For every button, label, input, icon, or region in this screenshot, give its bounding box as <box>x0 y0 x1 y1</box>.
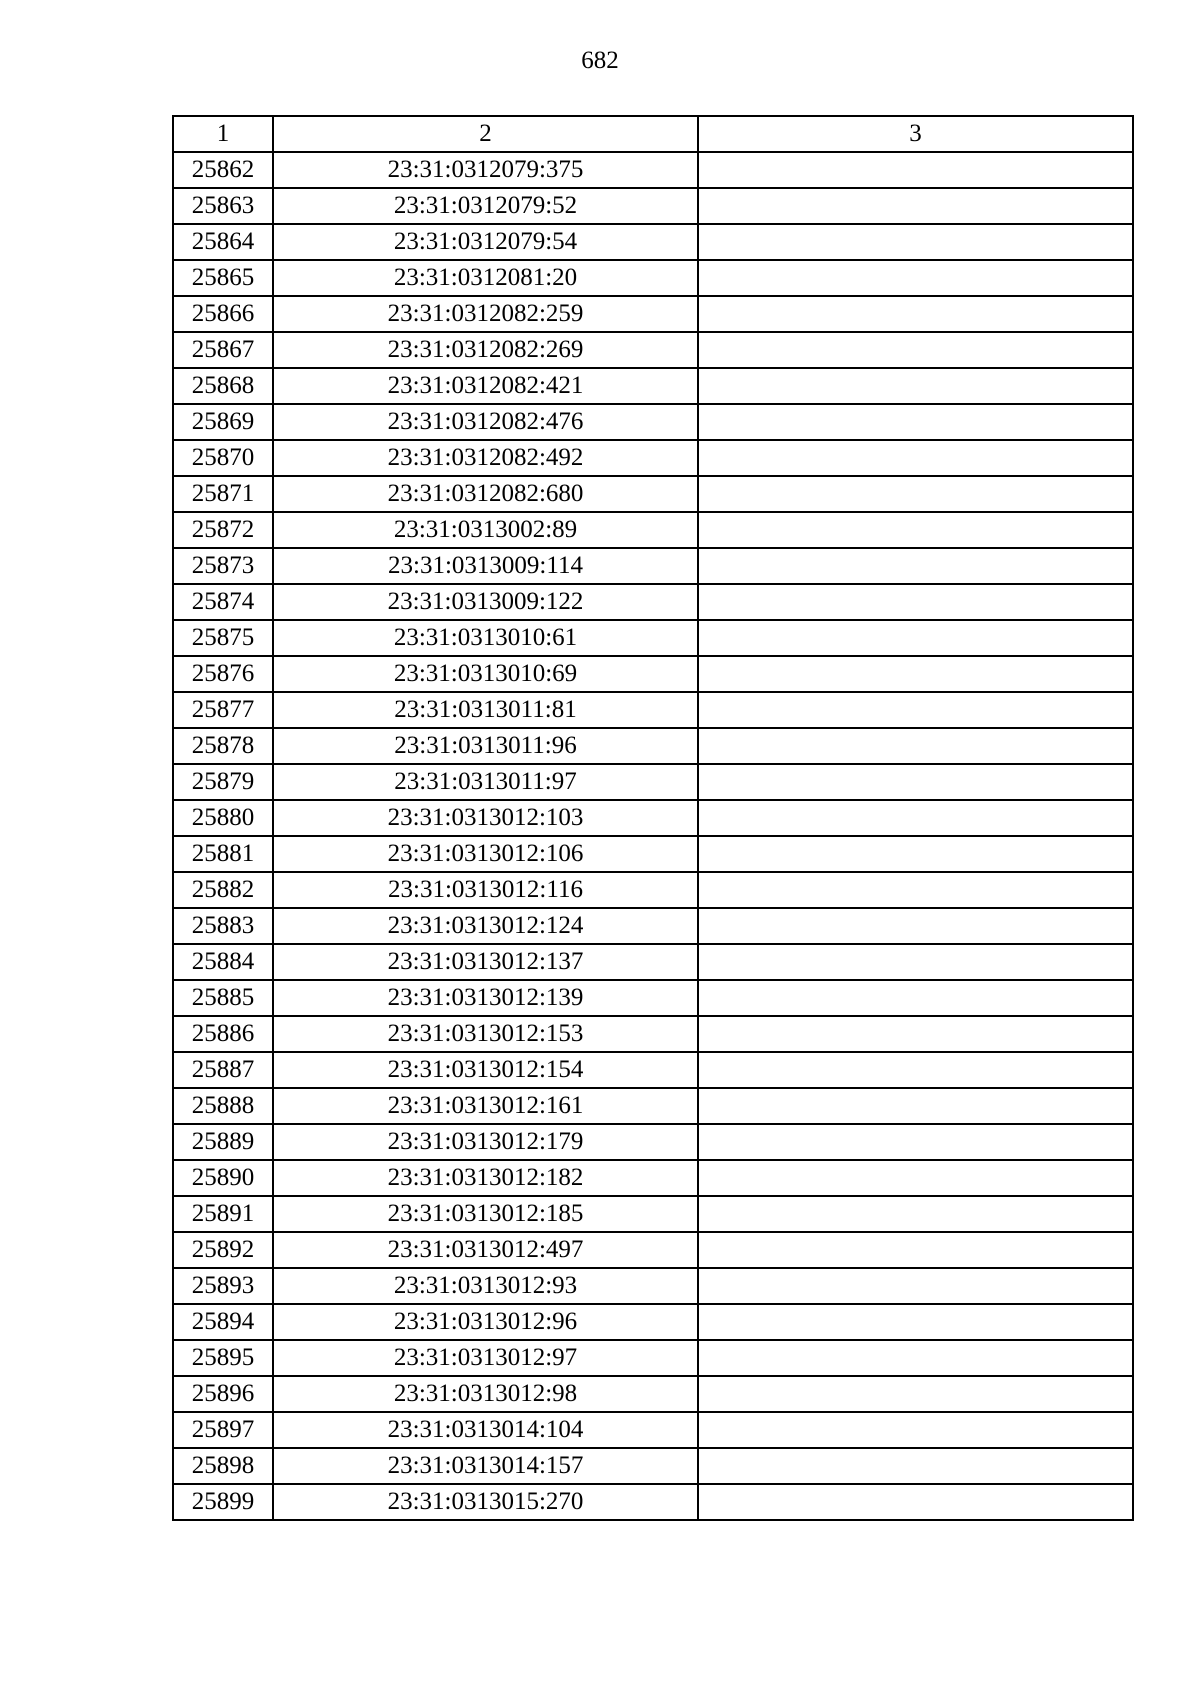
notes-cell <box>698 1124 1133 1160</box>
notes-cell <box>698 1484 1133 1520</box>
table-row <box>173 1088 1133 1124</box>
cadastral-number-cell: 23:31:0313012:103 <box>273 800 698 836</box>
cadastral-number-cell: 23:31:0313012:98 <box>273 1376 698 1412</box>
table-row <box>173 980 1133 1016</box>
row-number-cell: 25882 <box>173 872 273 908</box>
row-number-cell: 25883 <box>173 908 273 944</box>
cadastral-number-cell: 23:31:0313012:497 <box>273 1232 698 1268</box>
table-row <box>173 836 1133 872</box>
row-number-cell: 25874 <box>173 584 273 620</box>
cadastral-number-cell: 23:31:0313010:69 <box>273 656 698 692</box>
cadastral-number-cell: 23:31:0313012:179 <box>273 1124 698 1160</box>
table-row <box>173 512 1133 548</box>
row-number-cell: 25889 <box>173 1124 273 1160</box>
cadastral-number-cell: 23:31:0313012:93 <box>273 1268 698 1304</box>
notes-cell <box>698 764 1133 800</box>
notes-cell <box>698 260 1133 296</box>
row-number-cell: 25863 <box>173 188 273 224</box>
table-row <box>173 872 1133 908</box>
table-row <box>173 1160 1133 1196</box>
cadastral-number-cell: 23:31:0313011:81 <box>273 692 698 728</box>
notes-cell <box>698 1160 1133 1196</box>
notes-cell <box>698 656 1133 692</box>
table-row <box>173 764 1133 800</box>
row-number-cell: 25884 <box>173 944 273 980</box>
notes-cell <box>698 548 1133 584</box>
table-row <box>173 296 1133 332</box>
row-number-cell: 25888 <box>173 1088 273 1124</box>
notes-cell <box>698 1448 1133 1484</box>
table-row <box>173 1268 1133 1304</box>
notes-cell <box>698 152 1133 188</box>
row-number-cell: 25892 <box>173 1232 273 1268</box>
notes-cell <box>698 584 1133 620</box>
notes-cell <box>698 836 1133 872</box>
table-row <box>173 584 1133 620</box>
notes-cell <box>698 368 1133 404</box>
row-number-cell: 25886 <box>173 1016 273 1052</box>
cadastral-number-cell: 23:31:0313012:154 <box>273 1052 698 1088</box>
cadastral-table <box>172 115 1134 1521</box>
row-number-cell: 25875 <box>173 620 273 656</box>
table-row <box>173 476 1133 512</box>
row-number-cell: 25865 <box>173 260 273 296</box>
notes-cell <box>698 1304 1133 1340</box>
table-row <box>173 944 1133 980</box>
row-number-cell: 25887 <box>173 1052 273 1088</box>
notes-cell <box>698 188 1133 224</box>
table-row <box>173 692 1133 728</box>
table-row <box>173 548 1133 584</box>
cadastral-number-cell: 23:31:0312082:269 <box>273 332 698 368</box>
cadastral-number-cell: 23:31:0312082:492 <box>273 440 698 476</box>
table-row <box>173 1196 1133 1232</box>
notes-cell <box>698 1232 1133 1268</box>
table-row <box>173 1448 1133 1484</box>
cadastral-number-cell: 23:31:0313012:161 <box>273 1088 698 1124</box>
cadastral-number-cell: 23:31:0312082:421 <box>273 368 698 404</box>
notes-cell <box>698 728 1133 764</box>
notes-cell <box>698 980 1133 1016</box>
table-row <box>173 1376 1133 1412</box>
cadastral-number-cell: 23:31:0313014:157 <box>273 1448 698 1484</box>
table-row <box>173 1484 1133 1520</box>
cadastral-number-cell: 23:31:0312079:52 <box>273 188 698 224</box>
cadastral-number-cell: 23:31:0312079:54 <box>273 224 698 260</box>
table-row <box>173 620 1133 656</box>
table-row <box>173 188 1133 224</box>
row-number-cell: 25894 <box>173 1304 273 1340</box>
cadastral-number-cell: 23:31:0313002:89 <box>273 512 698 548</box>
table-row <box>173 1016 1133 1052</box>
notes-cell <box>698 332 1133 368</box>
table-header <box>173 116 1133 152</box>
row-number-cell: 25879 <box>173 764 273 800</box>
cadastral-number-cell: 23:31:0313009:114 <box>273 548 698 584</box>
row-number-cell: 25895 <box>173 1340 273 1376</box>
table-row <box>173 1124 1133 1160</box>
header-cell-1: 1 <box>173 116 273 152</box>
table-row <box>173 1232 1133 1268</box>
row-number-cell: 25872 <box>173 512 273 548</box>
table-row <box>173 1304 1133 1340</box>
cadastral-number-cell: 23:31:0312082:259 <box>273 296 698 332</box>
table-body <box>173 152 1133 1520</box>
row-number-cell: 25866 <box>173 296 273 332</box>
table-row <box>173 728 1133 764</box>
row-number-cell: 25862 <box>173 152 273 188</box>
table-row <box>173 260 1133 296</box>
cadastral-number-cell: 23:31:0312082:680 <box>273 476 698 512</box>
notes-cell <box>698 1376 1133 1412</box>
cadastral-number-cell: 23:31:0313012:137 <box>273 944 698 980</box>
table-row <box>173 800 1133 836</box>
cadastral-number-cell: 23:31:0313014:104 <box>273 1412 698 1448</box>
row-number-cell: 25871 <box>173 476 273 512</box>
notes-cell <box>698 1340 1133 1376</box>
row-number-cell: 25896 <box>173 1376 273 1412</box>
page-number: 682 <box>581 47 619 74</box>
cadastral-number-cell: 23:31:0313012:185 <box>273 1196 698 1232</box>
cadastral-number-cell: 23:31:0313012:106 <box>273 836 698 872</box>
table-row <box>173 656 1133 692</box>
cadastral-number-cell: 23:31:0313011:97 <box>273 764 698 800</box>
table-row <box>173 440 1133 476</box>
cadastral-number-cell: 23:31:0313012:116 <box>273 872 698 908</box>
table-row <box>173 404 1133 440</box>
notes-cell <box>698 1196 1133 1232</box>
row-number-cell: 25897 <box>173 1412 273 1448</box>
notes-cell <box>698 512 1133 548</box>
row-number-cell: 25878 <box>173 728 273 764</box>
notes-cell <box>698 908 1133 944</box>
table-header-row <box>173 116 1133 152</box>
row-number-cell: 25899 <box>173 1484 273 1520</box>
header-cell-2: 2 <box>273 116 698 152</box>
table-row <box>173 1340 1133 1376</box>
table-row <box>173 1052 1133 1088</box>
row-number-cell: 25876 <box>173 656 273 692</box>
notes-cell <box>698 872 1133 908</box>
table-row <box>173 224 1133 260</box>
header-cell-3: 3 <box>698 116 1133 152</box>
cadastral-number-cell: 23:31:0313012:97 <box>273 1340 698 1376</box>
row-number-cell: 25890 <box>173 1160 273 1196</box>
cadastral-number-cell: 23:31:0313012:182 <box>273 1160 698 1196</box>
notes-cell <box>698 296 1133 332</box>
cadastral-number-cell: 23:31:0313012:153 <box>273 1016 698 1052</box>
notes-cell <box>698 404 1133 440</box>
cadastral-number-cell: 23:31:0313010:61 <box>273 620 698 656</box>
row-number-cell: 25867 <box>173 332 273 368</box>
notes-cell <box>698 440 1133 476</box>
notes-cell <box>698 1052 1133 1088</box>
row-number-cell: 25877 <box>173 692 273 728</box>
cadastral-number-cell: 23:31:0313009:122 <box>273 584 698 620</box>
row-number-cell: 25873 <box>173 548 273 584</box>
cadastral-number-cell: 23:31:0312082:476 <box>273 404 698 440</box>
row-number-cell: 25881 <box>173 836 273 872</box>
cadastral-number-cell: 23:31:0312081:20 <box>273 260 698 296</box>
table-row <box>173 152 1133 188</box>
row-number-cell: 25880 <box>173 800 273 836</box>
table-row <box>173 1412 1133 1448</box>
cadastral-number-cell: 23:31:0313012:124 <box>273 908 698 944</box>
cadastral-number-cell: 23:31:0313012:96 <box>273 1304 698 1340</box>
notes-cell <box>698 476 1133 512</box>
notes-cell <box>698 944 1133 980</box>
row-number-cell: 25870 <box>173 440 273 476</box>
table-row <box>173 368 1133 404</box>
cadastral-number-cell: 23:31:0312079:375 <box>273 152 698 188</box>
row-number-cell: 25869 <box>173 404 273 440</box>
table-row <box>173 908 1133 944</box>
notes-cell <box>698 1088 1133 1124</box>
notes-cell <box>698 1412 1133 1448</box>
notes-cell <box>698 692 1133 728</box>
notes-cell <box>698 1268 1133 1304</box>
row-number-cell: 25868 <box>173 368 273 404</box>
notes-cell <box>698 620 1133 656</box>
row-number-cell: 25864 <box>173 224 273 260</box>
notes-cell <box>698 1016 1133 1052</box>
table-row <box>173 332 1133 368</box>
row-number-cell: 25885 <box>173 980 273 1016</box>
cadastral-number-cell: 23:31:0313011:96 <box>273 728 698 764</box>
notes-cell <box>698 224 1133 260</box>
cadastral-number-cell: 23:31:0313012:139 <box>273 980 698 1016</box>
row-number-cell: 25893 <box>173 1268 273 1304</box>
row-number-cell: 25891 <box>173 1196 273 1232</box>
notes-cell <box>698 800 1133 836</box>
row-number-cell: 25898 <box>173 1448 273 1484</box>
cadastral-number-cell: 23:31:0313015:270 <box>273 1484 698 1520</box>
